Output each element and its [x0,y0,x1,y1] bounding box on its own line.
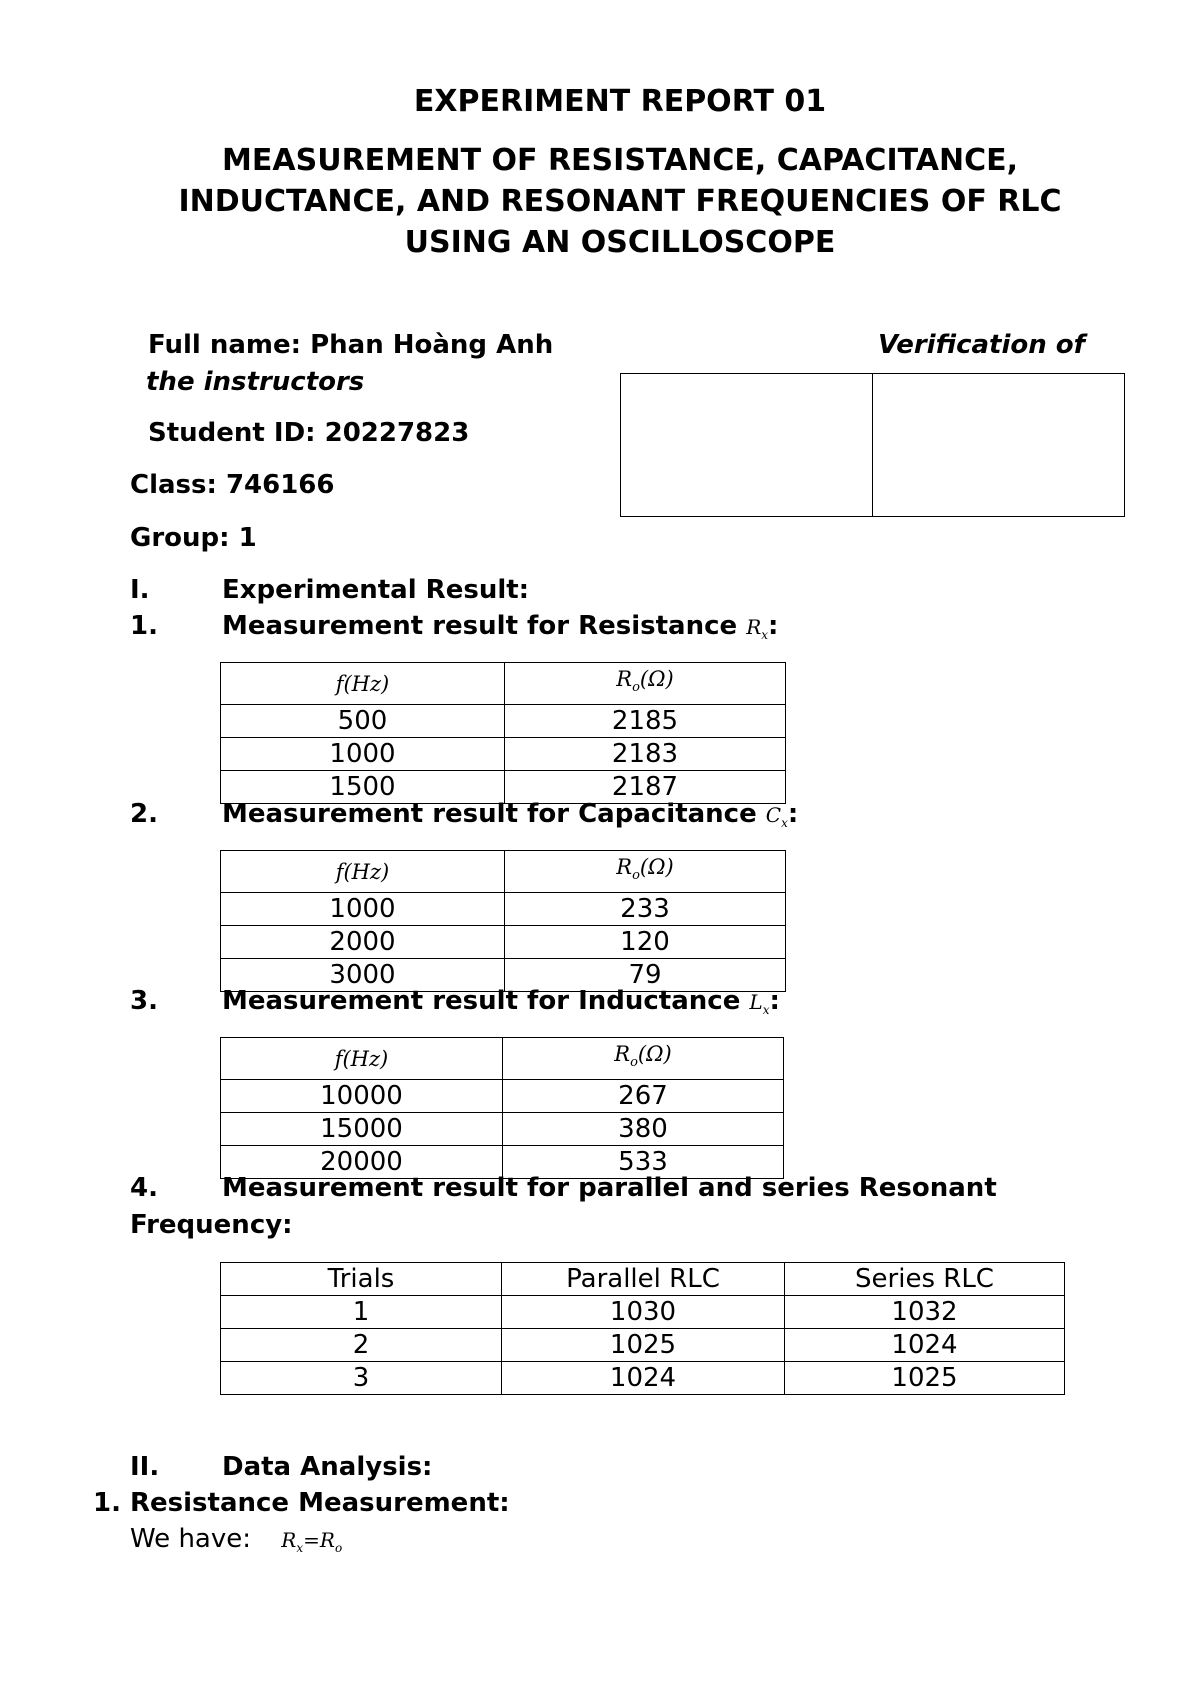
table-row [221,1329,1065,1362]
resistance-heading: 1. Measurement result for Resistance $R_x$: [130,611,779,642]
inductance-table [220,1037,784,1179]
student-id: Student ID: 20227823 [148,418,470,448]
capacitance-table [220,850,786,992]
table-row [221,1113,784,1146]
capacitance-symbol-letter: C [765,803,782,827]
resistance-symbol-letter: R [746,615,762,639]
report-title-line-1: MEASUREMENT OF RESISTANCE, CAPACITANCE, [222,143,1018,178]
cell: 15000 [221,1113,503,1146]
cell: 1025 [785,1362,1065,1395]
resonance-table [220,1262,1065,1395]
report-title-line-2: INDUCTANCE, AND RESONANT FREQUENCIES OF RLC [178,184,1062,219]
report-number: EXPERIMENT REPORT 01 [413,84,827,119]
equation-lhs: R [281,1528,297,1552]
verification-label-1: Verification of [878,330,1085,360]
class-label: Class: 746166 [130,470,335,500]
inductance-number: 3. [130,986,158,1016]
table-row [221,705,786,738]
header-ro-unit: (Ω) [639,855,674,879]
cell: 2000 [221,926,505,959]
verification-cell-2 [873,374,1125,517]
resistance-symbol [746,615,769,642]
header-ro-sub: o [630,1055,638,1071]
header-ro-letter: R [616,667,633,691]
analysis-1-heading [93,1488,510,1518]
cell: 380 [503,1113,784,1146]
resonance-number: 4. [130,1173,158,1203]
cell: 2 [221,1329,502,1362]
report-title-line-3: USING AN OSCILLOSCOPE [404,225,836,260]
resonance-title-line-2: Frequency: [130,1210,293,1240]
full-name: Full name: Phan Hoàng Anh [148,330,554,360]
section-1-heading [130,575,529,605]
inductance-symbol-sub: x [762,1003,770,1017]
cell: 3000 [221,959,505,992]
equation-rhs-sub: o [334,1541,343,1555]
cell: 1032 [785,1296,1065,1329]
header-series-rlc: Series RLC [785,1263,1065,1296]
cell: 1030 [502,1296,785,1329]
cell: 1024 [502,1362,785,1395]
table-header-row [221,1263,1065,1296]
capacitance-heading: 2. Measurement result for Capacitance $C_x$: [130,799,799,830]
table-header-row [221,663,786,705]
cell: 1000 [221,738,505,771]
analysis-1-number: 1. [93,1488,121,1518]
header-trials: Trials [221,1263,502,1296]
resonance-title: Measurement result for parallel and series Resonant [222,1173,997,1203]
inductance-symbol-letter: L [749,990,763,1014]
resistance-symbol-sub: x [761,628,769,642]
cell: 1500 [221,771,505,804]
header-parallel-rlc: Parallel RLC [502,1263,785,1296]
header-frequency: f(Hz) [221,851,505,893]
header-ro [505,663,786,705]
we-have-line [130,1524,342,1555]
capacitance-symbol-sub: x [781,816,788,830]
cell: 2185 [505,705,786,738]
cell: 233 [505,893,786,926]
verification-box [620,373,1125,517]
header-ro-sub: o [632,680,640,696]
section-1-title: Experimental Result: [222,575,530,605]
resistance-title: Measurement result for Resistance [222,611,738,641]
inductance-title: Measurement result for Inductance [222,986,741,1016]
cell: 20000 [221,1146,503,1179]
cell: 10000 [221,1080,503,1113]
cell: 2187 [505,771,786,804]
table-row [221,893,786,926]
table-row [221,1296,1065,1329]
capacitance-number: 2. [130,799,158,829]
table-header-row [221,851,786,893]
we-have-label: We have: [130,1524,251,1554]
inductance-heading: 3. Measurement result for Inductance $L_x$: [130,986,780,1017]
inductance-symbol [749,990,770,1017]
header-ro-unit: (Ω) [639,667,674,691]
capacitance-symbol [765,803,788,830]
table-header-row [221,1038,784,1080]
section-1-number: I. [130,575,150,605]
header-ro-unit: (Ω) [637,1042,672,1066]
header-frequency: f(Hz) [221,663,505,705]
verification-label-2: the instructors [146,367,365,397]
table-row [221,738,786,771]
verification-cell-1 [621,374,873,517]
header-ro [503,1038,784,1080]
cell: 79 [505,959,786,992]
table-row [221,1080,784,1113]
header-ro-letter: R [616,855,633,879]
cell: 267 [503,1080,784,1113]
capacitance-title: Measurement result for Capacitance [222,799,757,829]
equation-rx-ro [281,1528,343,1555]
resonance-heading [130,1173,997,1203]
header-ro [505,851,786,893]
table-row [221,926,786,959]
section-2-title: Data Analysis: [222,1452,433,1482]
resistance-number: 1. [130,611,158,641]
section-2-heading [130,1452,432,1482]
header-ro-letter: R [614,1042,631,1066]
cell: 1 [221,1296,502,1329]
cell: 1025 [502,1329,785,1362]
cell: 1024 [785,1329,1065,1362]
equation-lhs-sub: x [296,1541,304,1555]
cell: 3 [221,1362,502,1395]
table-row [221,1362,1065,1395]
analysis-1-title: Resistance Measurement: [130,1488,510,1518]
header-ro-sub: o [632,868,640,884]
cell: 2183 [505,738,786,771]
section-2-number: II. [130,1452,160,1482]
equation-rhs: =R [303,1528,335,1552]
group-label: Group: 1 [130,523,257,553]
cell: 533 [503,1146,784,1179]
cell: 1000 [221,893,505,926]
cell: 120 [505,926,786,959]
cell: 500 [221,705,505,738]
resistance-table [220,662,786,804]
header-frequency: f(Hz) [221,1038,503,1080]
